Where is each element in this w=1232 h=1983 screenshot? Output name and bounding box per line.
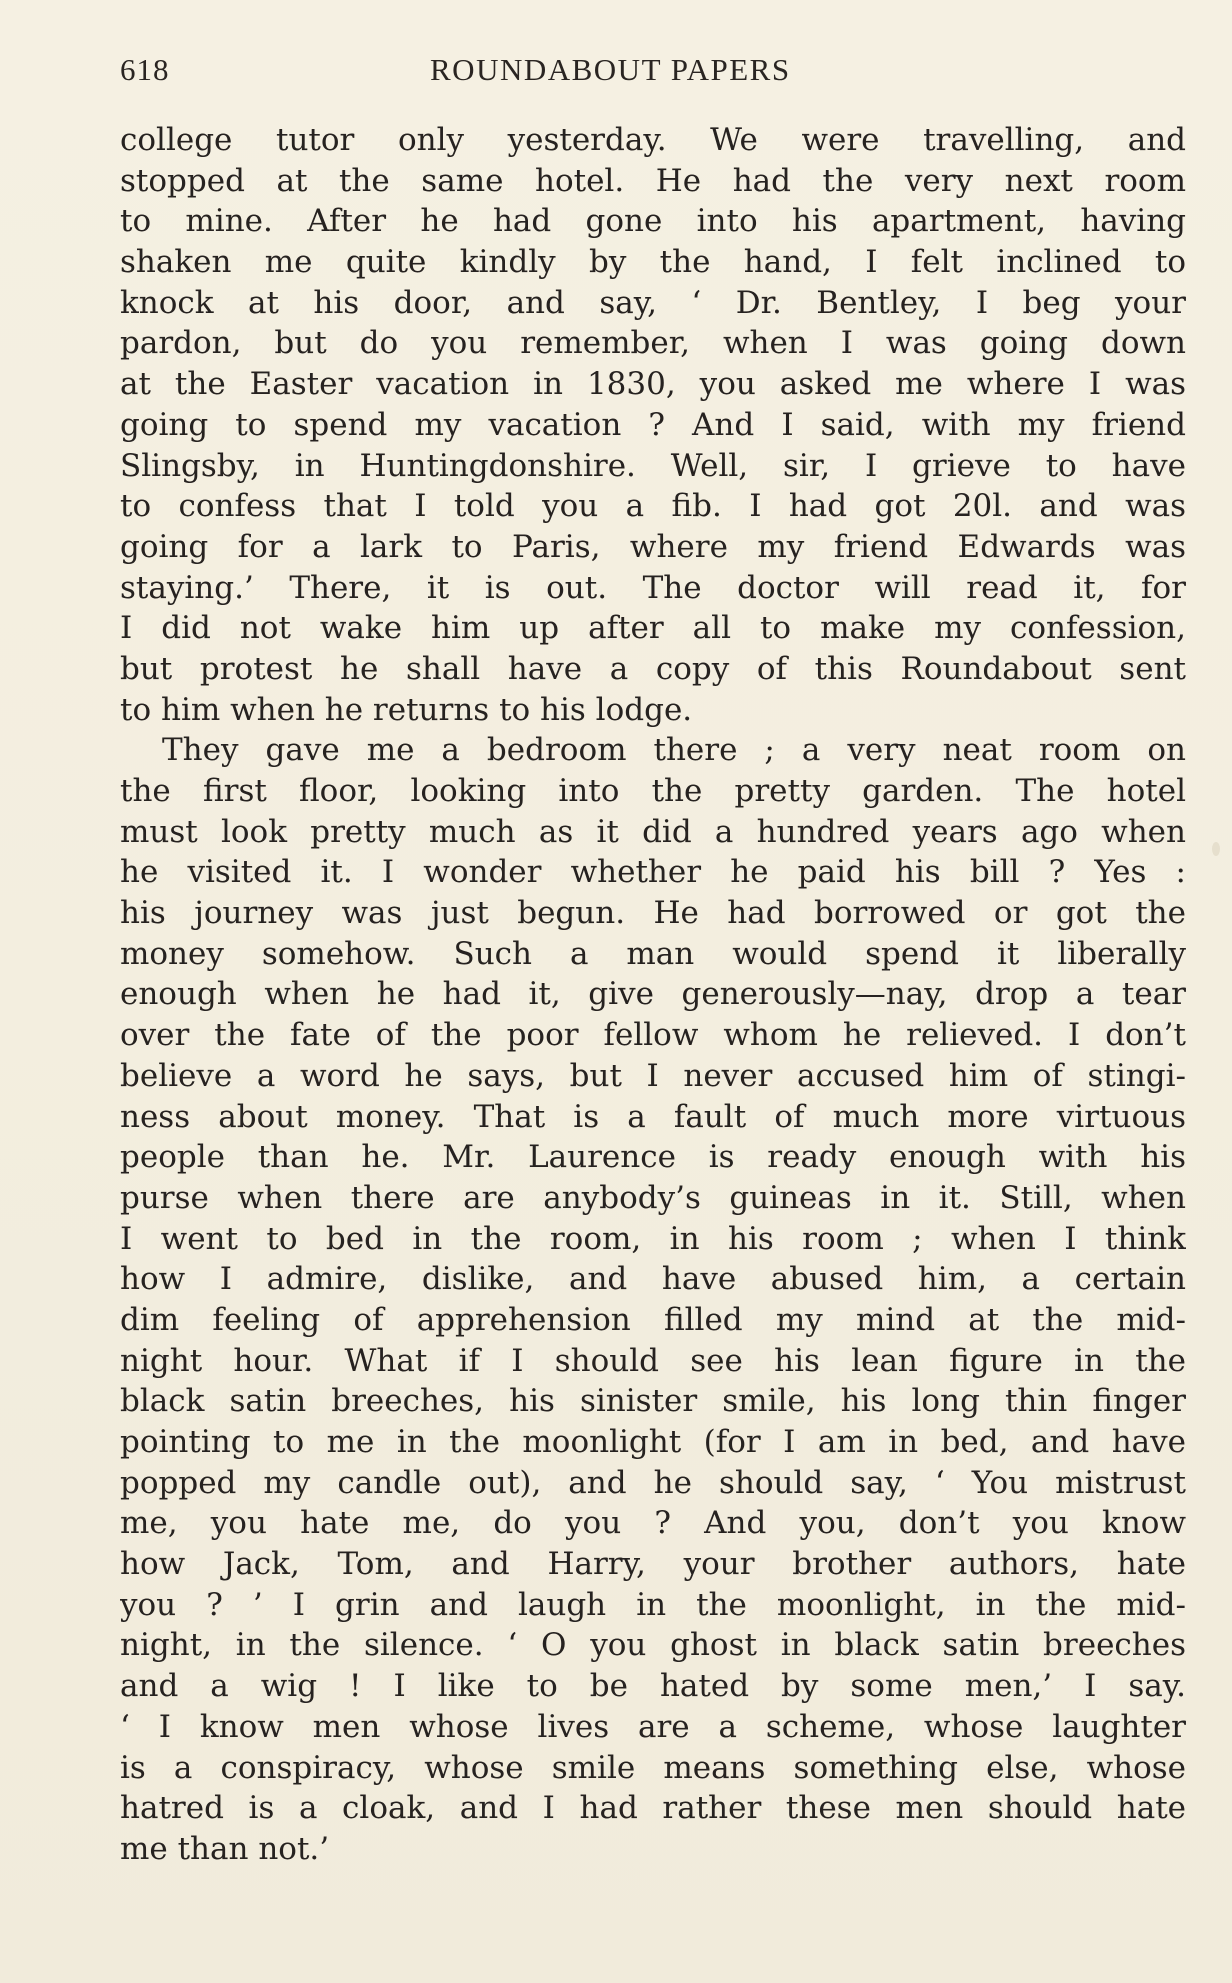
text-line: is a conspiracy, whose smile means something else, whose: [120, 1749, 1186, 1786]
text-line: and a wig ! I like to be hated by some men,’ I say.: [120, 1668, 1186, 1705]
text-line: hatred is a cloak, and I had rather these men should hate: [120, 1790, 1186, 1827]
body-text: [120, 120, 1186, 1870]
text-line: his journey was just begun. He had borrowed or got the: [120, 895, 1186, 932]
text-line: you ? ’ I grin and laugh in the moonlight, in the mid-: [120, 1586, 1186, 1623]
text-line: going for a lark to Paris, where my friend Edwards was: [120, 528, 1186, 565]
text-line: black satin breeches, his sinister smile, his long thin finger: [120, 1383, 1186, 1420]
text-line: ‘ I know men whose lives are a scheme, whose laughter: [120, 1708, 1186, 1745]
text-line: the first floor, looking into the pretty garden. The hotel: [120, 773, 1186, 809]
text-line: Slingsby, in Huntingdonshire. Well, sir, I grieve to have: [120, 447, 1186, 484]
text-line: pardon, but do you remember, when I was going down: [120, 325, 1186, 362]
text-line: They gave me a bedroom there ; a very neat room on: [162, 732, 1186, 769]
text-line: shaken me quite kindly by the hand, I felt inclined to: [120, 244, 1186, 281]
text-line: to confess that I told you a fib. I had got 20l. and was: [120, 488, 1186, 525]
text-line: night, in the silence. ‘ O you ghost in black satin breeches: [120, 1627, 1186, 1664]
text-line: at the Easter vacation in 1830, you asked me where I was: [120, 366, 1186, 403]
text-line: enough when he had it, give generously—nay, drop a tear: [120, 976, 1186, 1013]
text-line: staying.’ There, it is out. The doctor will read it, for: [120, 569, 1186, 606]
text-line: I did not wake him up after all to make my confession,: [120, 610, 1186, 647]
text-line: over the fate of the poor fellow whom he relieved. I don’t: [120, 1017, 1186, 1054]
text-line: dim feeling of apprehension filled my mind at the mid-: [120, 1301, 1186, 1338]
text-line: going to spend my vacation ? And I said, with my friend: [120, 406, 1186, 443]
text-line: college tutor only yesterday. We were travelling, and: [120, 122, 1186, 158]
text-line: how Jack, Tom, and Harry, your brother authors, hate: [120, 1546, 1186, 1583]
paper-stain: [1212, 842, 1220, 856]
text-line: believe a word he says, but I never accused him of stingi-: [120, 1057, 1186, 1094]
text-line: popped my candle out), and he should say, ‘ You mistrust: [120, 1464, 1186, 1501]
text-line: must look pretty much as it did a hundred years ago when: [120, 813, 1186, 850]
text-line: stopped at the same hotel. He had the very next room: [120, 162, 1186, 199]
text-line: to mine. After he had gone into his apartment, having: [120, 203, 1186, 240]
text-line: to him when he returns to his lodge.: [120, 691, 693, 728]
page-number: 618: [120, 52, 170, 87]
text-line: pointing to me in the moonlight (for I am in bed, and have: [120, 1424, 1186, 1460]
text-line: I went to bed in the room, in his room ; when I think: [120, 1220, 1186, 1257]
text-line: ness about money. That is a fault of much more virtuous: [120, 1098, 1186, 1135]
running-title: ROUNDABOUT PAPERS: [430, 52, 791, 87]
text-line: me, you hate me, do you ? And you, don’t you know: [120, 1505, 1186, 1542]
text-line: people than he. Mr. Laurence is ready enough with his: [120, 1139, 1186, 1176]
text-line: knock at his door, and say, ‘ Dr. Bentley, I beg your: [120, 284, 1186, 321]
running-head: [120, 52, 1186, 96]
text-line: but protest he shall have a copy of this Roundabout sent: [120, 650, 1186, 687]
text-line: night hour. What if I should see his lean figure in the: [120, 1342, 1186, 1379]
text-line: money somehow. Such a man would spend it liberally: [120, 935, 1186, 972]
text-line: purse when there are anybody’s guineas in it. Still, when: [120, 1179, 1186, 1216]
text-line: he visited it. I wonder whether he paid his bill ? Yes :: [120, 854, 1186, 891]
text-line: how I admire, dislike, and have abused him, a certain: [120, 1261, 1186, 1298]
text-line: me than not.’: [120, 1830, 330, 1867]
